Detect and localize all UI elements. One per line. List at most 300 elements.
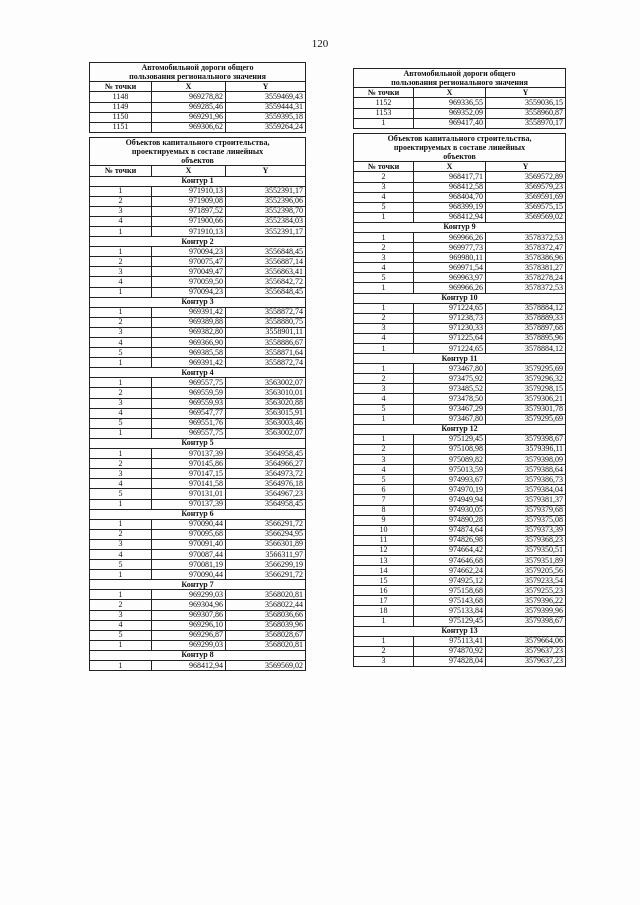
y-coordinate: 3558886,67 bbox=[226, 338, 306, 348]
table-row bbox=[90, 327, 306, 337]
point-number: 5 bbox=[90, 489, 152, 499]
y-coordinate: 3579205,56 bbox=[486, 566, 566, 576]
x-coordinate: 974828,04 bbox=[414, 656, 486, 666]
table-row bbox=[354, 172, 566, 182]
y-coordinate: 3578278,24 bbox=[486, 273, 566, 283]
table-row bbox=[354, 384, 566, 394]
table-row bbox=[90, 449, 306, 459]
table-row bbox=[90, 529, 306, 539]
y-coordinate: 3579298,15 bbox=[486, 384, 566, 394]
point-number: 1 bbox=[90, 307, 152, 317]
x-coordinate: 969559,59 bbox=[152, 388, 226, 398]
y-coordinate: 3568028,67 bbox=[226, 630, 306, 640]
x-coordinate: 970137,39 bbox=[152, 449, 226, 459]
x-coordinate: 974646,68 bbox=[414, 555, 486, 565]
y-coordinate: 3558880,75 bbox=[226, 317, 306, 327]
table-row bbox=[354, 313, 566, 323]
x-coordinate: 971224,65 bbox=[414, 344, 486, 354]
x-coordinate: 975108,98 bbox=[414, 444, 486, 454]
x-coordinate: 974826,98 bbox=[414, 535, 486, 545]
point-number: 1 bbox=[90, 428, 152, 438]
y-coordinate: 3563002,07 bbox=[226, 378, 306, 388]
table-row bbox=[90, 92, 306, 102]
column-header-row bbox=[90, 166, 306, 176]
table-row bbox=[354, 243, 566, 253]
table-row bbox=[354, 646, 566, 656]
x-coordinate: 970147,15 bbox=[152, 469, 226, 479]
table-row bbox=[354, 495, 566, 505]
contour-header-row bbox=[90, 580, 306, 590]
point-number: 1 bbox=[354, 344, 414, 354]
x-coordinate: 969557,75 bbox=[152, 378, 226, 388]
table-row bbox=[354, 374, 566, 384]
x-coordinate: 969336,55 bbox=[414, 98, 486, 108]
point-number: 3 bbox=[354, 656, 414, 666]
point-number: 4 bbox=[354, 394, 414, 404]
x-coordinate: 969980,11 bbox=[414, 253, 486, 263]
point-number: 2 bbox=[354, 172, 414, 182]
table-row bbox=[90, 247, 306, 257]
point-number: 4 bbox=[90, 620, 152, 630]
y-coordinate: 3578372,47 bbox=[486, 243, 566, 253]
point-number: 11 bbox=[354, 535, 414, 545]
point-number: 2 bbox=[354, 243, 414, 253]
table-row bbox=[90, 267, 306, 277]
table-row bbox=[354, 273, 566, 283]
y-coordinate: 3579296,32 bbox=[486, 374, 566, 384]
column-header-num: № точки bbox=[354, 88, 414, 98]
table-row bbox=[354, 515, 566, 525]
x-coordinate: 969306,62 bbox=[152, 122, 226, 132]
point-number: 1 bbox=[90, 661, 152, 671]
y-coordinate: 3563015,91 bbox=[226, 408, 306, 418]
x-coordinate: 971910,13 bbox=[152, 226, 226, 236]
table-row bbox=[354, 525, 566, 535]
x-coordinate: 970145,86 bbox=[152, 459, 226, 469]
table-row bbox=[354, 303, 566, 313]
table-row bbox=[354, 212, 566, 222]
y-coordinate: 3559036,15 bbox=[486, 98, 566, 108]
point-number: 1 bbox=[354, 232, 414, 242]
x-coordinate: 975129,45 bbox=[414, 616, 486, 626]
column-header-row bbox=[354, 88, 566, 98]
x-coordinate: 970059,50 bbox=[152, 277, 226, 287]
point-number: 4 bbox=[90, 479, 152, 489]
point-number: 5 bbox=[354, 475, 414, 485]
point-number: 1 bbox=[90, 287, 152, 297]
point-number: 3 bbox=[90, 610, 152, 620]
x-coordinate: 969296,10 bbox=[152, 620, 226, 630]
y-coordinate: 3559444,31 bbox=[226, 102, 306, 112]
point-number: 1 bbox=[354, 283, 414, 293]
x-coordinate: 974970,19 bbox=[414, 485, 486, 495]
column-header-x: X bbox=[414, 162, 486, 172]
table-row bbox=[90, 590, 306, 600]
x-coordinate: 971900,66 bbox=[152, 216, 226, 226]
y-coordinate: 3564967,23 bbox=[226, 489, 306, 499]
y-coordinate: 3559469,43 bbox=[226, 92, 306, 102]
x-coordinate: 970094,23 bbox=[152, 247, 226, 257]
x-coordinate: 969299,03 bbox=[152, 590, 226, 600]
x-coordinate: 968417,71 bbox=[414, 172, 486, 182]
x-coordinate: 971910,13 bbox=[152, 186, 226, 196]
table-row bbox=[354, 616, 566, 626]
point-number: 3 bbox=[354, 384, 414, 394]
y-coordinate: 3579398,67 bbox=[486, 434, 566, 444]
y-coordinate: 3578386,96 bbox=[486, 253, 566, 263]
x-coordinate: 969382,80 bbox=[152, 327, 226, 337]
x-coordinate: 970137,39 bbox=[152, 499, 226, 509]
table-row bbox=[354, 182, 566, 192]
contour-title: Контур 10 bbox=[354, 293, 566, 303]
y-coordinate: 3566301,89 bbox=[226, 539, 306, 549]
table-row bbox=[354, 414, 566, 424]
y-coordinate: 3568020,81 bbox=[226, 590, 306, 600]
point-number: 2 bbox=[90, 529, 152, 539]
point-number: 2 bbox=[90, 317, 152, 327]
table-row bbox=[90, 122, 306, 132]
point-number: 1 bbox=[90, 247, 152, 257]
table-row bbox=[354, 434, 566, 444]
table-row bbox=[90, 489, 306, 499]
table-row bbox=[90, 600, 306, 610]
contour-header-row bbox=[354, 626, 566, 636]
column-header-num: № точки bbox=[90, 82, 152, 92]
coordinates-table-left bbox=[89, 62, 306, 671]
point-number: 6 bbox=[354, 485, 414, 495]
point-number: 4 bbox=[90, 277, 152, 287]
point-number: 4 bbox=[90, 216, 152, 226]
x-coordinate: 969557,75 bbox=[152, 428, 226, 438]
y-coordinate: 3552396,06 bbox=[226, 196, 306, 206]
table-row bbox=[354, 344, 566, 354]
table-row bbox=[90, 469, 306, 479]
x-coordinate: 973478,50 bbox=[414, 394, 486, 404]
x-coordinate: 969977,73 bbox=[414, 243, 486, 253]
y-coordinate: 3563003,46 bbox=[226, 418, 306, 428]
contour-header-row bbox=[90, 176, 306, 186]
point-number: 1 bbox=[354, 303, 414, 313]
y-coordinate: 3556842,72 bbox=[226, 277, 306, 287]
table-row bbox=[90, 570, 306, 580]
x-coordinate: 974993,67 bbox=[414, 475, 486, 485]
table-row bbox=[354, 333, 566, 343]
point-number: 1152 bbox=[354, 98, 414, 108]
point-number: 15 bbox=[354, 576, 414, 586]
point-number: 2 bbox=[90, 600, 152, 610]
table-row bbox=[354, 455, 566, 465]
y-coordinate: 3579350,51 bbox=[486, 545, 566, 555]
x-coordinate: 969352,09 bbox=[414, 108, 486, 118]
x-coordinate: 969385,58 bbox=[152, 348, 226, 358]
table-row bbox=[354, 364, 566, 374]
table-row bbox=[354, 444, 566, 454]
y-coordinate: 3556863,41 bbox=[226, 267, 306, 277]
point-number: 1149 bbox=[90, 102, 152, 112]
x-coordinate: 969389,88 bbox=[152, 317, 226, 327]
point-number: 1 bbox=[90, 186, 152, 196]
point-number: 5 bbox=[90, 348, 152, 358]
table-row bbox=[90, 640, 306, 650]
x-coordinate: 968412,94 bbox=[414, 212, 486, 222]
y-coordinate: 3579375,08 bbox=[486, 515, 566, 525]
x-coordinate: 969307,86 bbox=[152, 610, 226, 620]
point-number: 3 bbox=[90, 539, 152, 549]
x-coordinate: 970091,40 bbox=[152, 539, 226, 549]
x-coordinate: 968399,19 bbox=[414, 202, 486, 212]
y-coordinate: 3578372,53 bbox=[486, 232, 566, 242]
x-coordinate: 969559,93 bbox=[152, 398, 226, 408]
contour-title: Контур 11 bbox=[354, 354, 566, 364]
table-row bbox=[354, 596, 566, 606]
y-coordinate: 3579637,23 bbox=[486, 656, 566, 666]
y-coordinate: 3564976,18 bbox=[226, 479, 306, 489]
point-number: 3 bbox=[90, 327, 152, 337]
x-coordinate: 970090,44 bbox=[152, 519, 226, 529]
column-header-num: № точки bbox=[90, 166, 152, 176]
y-coordinate: 3566299,19 bbox=[226, 560, 306, 570]
point-number: 4 bbox=[354, 192, 414, 202]
x-coordinate: 970141,58 bbox=[152, 479, 226, 489]
point-number: 12 bbox=[354, 545, 414, 555]
y-coordinate: 3579399,96 bbox=[486, 606, 566, 616]
table-row bbox=[354, 232, 566, 242]
x-coordinate: 969971,54 bbox=[414, 263, 486, 273]
x-coordinate: 970075,47 bbox=[152, 257, 226, 267]
column-header-y: Y bbox=[486, 162, 566, 172]
table-row bbox=[90, 358, 306, 368]
column-header-y: Y bbox=[486, 88, 566, 98]
point-number: 3 bbox=[90, 206, 152, 216]
table-row bbox=[354, 576, 566, 586]
y-coordinate: 3578381,27 bbox=[486, 263, 566, 273]
y-coordinate: 3552384,03 bbox=[226, 216, 306, 226]
x-coordinate: 968412,94 bbox=[152, 661, 226, 671]
table-row bbox=[90, 287, 306, 297]
point-number: 1 bbox=[354, 212, 414, 222]
table-row bbox=[90, 560, 306, 570]
table-row bbox=[354, 485, 566, 495]
point-number: 4 bbox=[90, 408, 152, 418]
table-row bbox=[354, 475, 566, 485]
contour-header-row bbox=[90, 509, 306, 519]
column-header-y: Y bbox=[226, 166, 306, 176]
column-header-x: X bbox=[152, 166, 226, 176]
x-coordinate: 971897,52 bbox=[152, 206, 226, 216]
point-number: 1 bbox=[354, 636, 414, 646]
point-number: 1 bbox=[354, 616, 414, 626]
table-row bbox=[90, 348, 306, 358]
y-coordinate: 3579664,06 bbox=[486, 636, 566, 646]
y-coordinate: 3569579,23 bbox=[486, 182, 566, 192]
point-number: 2 bbox=[354, 313, 414, 323]
table-row bbox=[90, 519, 306, 529]
y-coordinate: 3564973,72 bbox=[226, 469, 306, 479]
point-number: 1 bbox=[90, 590, 152, 600]
x-coordinate: 968404,70 bbox=[414, 192, 486, 202]
block-title-row bbox=[90, 63, 306, 82]
x-coordinate: 970049,47 bbox=[152, 267, 226, 277]
x-coordinate: 973467,80 bbox=[414, 364, 486, 374]
y-coordinate: 3556887,14 bbox=[226, 257, 306, 267]
point-number: 3 bbox=[354, 455, 414, 465]
table-row bbox=[354, 283, 566, 293]
point-number: 14 bbox=[354, 566, 414, 576]
y-coordinate: 3579255,23 bbox=[486, 586, 566, 596]
table-row bbox=[354, 636, 566, 646]
table-row bbox=[90, 418, 306, 428]
y-coordinate: 3568022,44 bbox=[226, 600, 306, 610]
y-coordinate: 3579373,39 bbox=[486, 525, 566, 535]
x-coordinate: 975133,84 bbox=[414, 606, 486, 616]
x-coordinate: 971224,65 bbox=[414, 303, 486, 313]
point-number: 5 bbox=[354, 273, 414, 283]
x-coordinate: 969547,77 bbox=[152, 408, 226, 418]
y-coordinate: 3578897,68 bbox=[486, 323, 566, 333]
y-coordinate: 3568036,66 bbox=[226, 610, 306, 620]
table-row bbox=[90, 317, 306, 327]
column-header-row bbox=[90, 82, 306, 92]
x-coordinate: 970131,01 bbox=[152, 489, 226, 499]
table-row bbox=[90, 620, 306, 630]
block-title-row bbox=[354, 69, 566, 88]
table-row bbox=[90, 408, 306, 418]
y-coordinate: 3579384,04 bbox=[486, 485, 566, 495]
y-coordinate: 3579368,23 bbox=[486, 535, 566, 545]
y-coordinate: 3564958,45 bbox=[226, 499, 306, 509]
contour-title: Контур 3 bbox=[90, 297, 306, 307]
table-row bbox=[90, 257, 306, 267]
contour-header-row bbox=[90, 368, 306, 378]
table-row bbox=[354, 118, 566, 128]
y-coordinate: 3579396,11 bbox=[486, 444, 566, 454]
contour-title: Контур 12 bbox=[354, 424, 566, 434]
x-coordinate: 975129,45 bbox=[414, 434, 486, 444]
y-coordinate: 3579398,09 bbox=[486, 455, 566, 465]
point-number: 3 bbox=[90, 469, 152, 479]
x-coordinate: 969391,42 bbox=[152, 307, 226, 317]
point-number: 16 bbox=[354, 586, 414, 596]
coordinates-table-right bbox=[353, 68, 566, 667]
point-number: 2 bbox=[90, 257, 152, 267]
table-row bbox=[354, 263, 566, 273]
y-coordinate: 3552398,70 bbox=[226, 206, 306, 216]
y-coordinate: 3578372,53 bbox=[486, 283, 566, 293]
table-row bbox=[90, 630, 306, 640]
x-coordinate: 970081,19 bbox=[152, 560, 226, 570]
table-row bbox=[90, 610, 306, 620]
y-coordinate: 3563020,88 bbox=[226, 398, 306, 408]
y-coordinate: 3579386,73 bbox=[486, 475, 566, 485]
y-coordinate: 3558901,11 bbox=[226, 327, 306, 337]
x-coordinate: 975158,68 bbox=[414, 586, 486, 596]
point-number: 1 bbox=[90, 570, 152, 580]
contour-header-row bbox=[90, 650, 306, 660]
y-coordinate: 3579295,69 bbox=[486, 414, 566, 424]
x-coordinate: 969366,90 bbox=[152, 338, 226, 348]
point-number: 5 bbox=[90, 418, 152, 428]
point-number: 4 bbox=[354, 333, 414, 343]
y-coordinate: 3552391,17 bbox=[226, 226, 306, 236]
contour-title: Контур 2 bbox=[90, 237, 306, 247]
table-row bbox=[354, 108, 566, 118]
x-coordinate: 969299,03 bbox=[152, 640, 226, 650]
y-coordinate: 3558970,17 bbox=[486, 118, 566, 128]
x-coordinate: 975013,59 bbox=[414, 465, 486, 475]
x-coordinate: 969966,26 bbox=[414, 283, 486, 293]
point-number: 4 bbox=[354, 263, 414, 273]
point-number: 13 bbox=[354, 555, 414, 565]
x-coordinate: 970094,23 bbox=[152, 287, 226, 297]
y-coordinate: 3569569,02 bbox=[486, 212, 566, 222]
point-number: 18 bbox=[354, 606, 414, 616]
point-number: 1 bbox=[90, 499, 152, 509]
x-coordinate: 971225,64 bbox=[414, 333, 486, 343]
block-title: Объектов капитального строительства, проектируемых в составе линейных объектов bbox=[90, 137, 306, 166]
y-coordinate: 3569569,02 bbox=[226, 661, 306, 671]
y-coordinate: 3563002,07 bbox=[226, 428, 306, 438]
point-number: 7 bbox=[354, 495, 414, 505]
x-coordinate: 975089,82 bbox=[414, 455, 486, 465]
x-coordinate: 973475,92 bbox=[414, 374, 486, 384]
point-number: 4 bbox=[90, 338, 152, 348]
y-coordinate: 3579233,54 bbox=[486, 576, 566, 586]
y-coordinate: 3568020,81 bbox=[226, 640, 306, 650]
table-row bbox=[354, 465, 566, 475]
table-row bbox=[90, 428, 306, 438]
x-coordinate: 968412,58 bbox=[414, 182, 486, 192]
y-coordinate: 3579295,69 bbox=[486, 364, 566, 374]
table-row bbox=[90, 102, 306, 112]
y-coordinate: 3558960,87 bbox=[486, 108, 566, 118]
x-coordinate: 969278,82 bbox=[152, 92, 226, 102]
point-number: 1151 bbox=[90, 122, 152, 132]
point-number: 2 bbox=[354, 444, 414, 454]
y-coordinate: 3566294,95 bbox=[226, 529, 306, 539]
contour-header-row bbox=[354, 354, 566, 364]
y-coordinate: 3578889,33 bbox=[486, 313, 566, 323]
x-coordinate: 971909,08 bbox=[152, 196, 226, 206]
point-number: 3 bbox=[90, 267, 152, 277]
y-coordinate: 3578884,12 bbox=[486, 344, 566, 354]
y-coordinate: 3579637,23 bbox=[486, 646, 566, 656]
point-number: 4 bbox=[90, 549, 152, 559]
y-coordinate: 3556848,45 bbox=[226, 247, 306, 257]
table-row bbox=[90, 479, 306, 489]
point-number: 9 bbox=[354, 515, 414, 525]
y-coordinate: 3559264,24 bbox=[226, 122, 306, 132]
y-coordinate: 3564958,45 bbox=[226, 449, 306, 459]
point-number: 2 bbox=[90, 459, 152, 469]
table-row bbox=[354, 404, 566, 414]
x-coordinate: 974890,28 bbox=[414, 515, 486, 525]
y-coordinate: 3579396,22 bbox=[486, 596, 566, 606]
block-title: Автомобильной дороги общего пользования регионального значения bbox=[354, 69, 566, 88]
x-coordinate: 969296,87 bbox=[152, 630, 226, 640]
point-number: 2 bbox=[90, 196, 152, 206]
point-number: 1148 bbox=[90, 92, 152, 102]
column-header-x: X bbox=[414, 88, 486, 98]
table-row bbox=[90, 338, 306, 348]
x-coordinate: 974664,42 bbox=[414, 545, 486, 555]
x-coordinate: 969551,76 bbox=[152, 418, 226, 428]
y-coordinate: 3579351,89 bbox=[486, 555, 566, 565]
point-number: 5 bbox=[354, 202, 414, 212]
point-number: 4 bbox=[354, 465, 414, 475]
table-row bbox=[90, 398, 306, 408]
x-coordinate: 974925,12 bbox=[414, 576, 486, 586]
point-number: 1 bbox=[354, 118, 414, 128]
